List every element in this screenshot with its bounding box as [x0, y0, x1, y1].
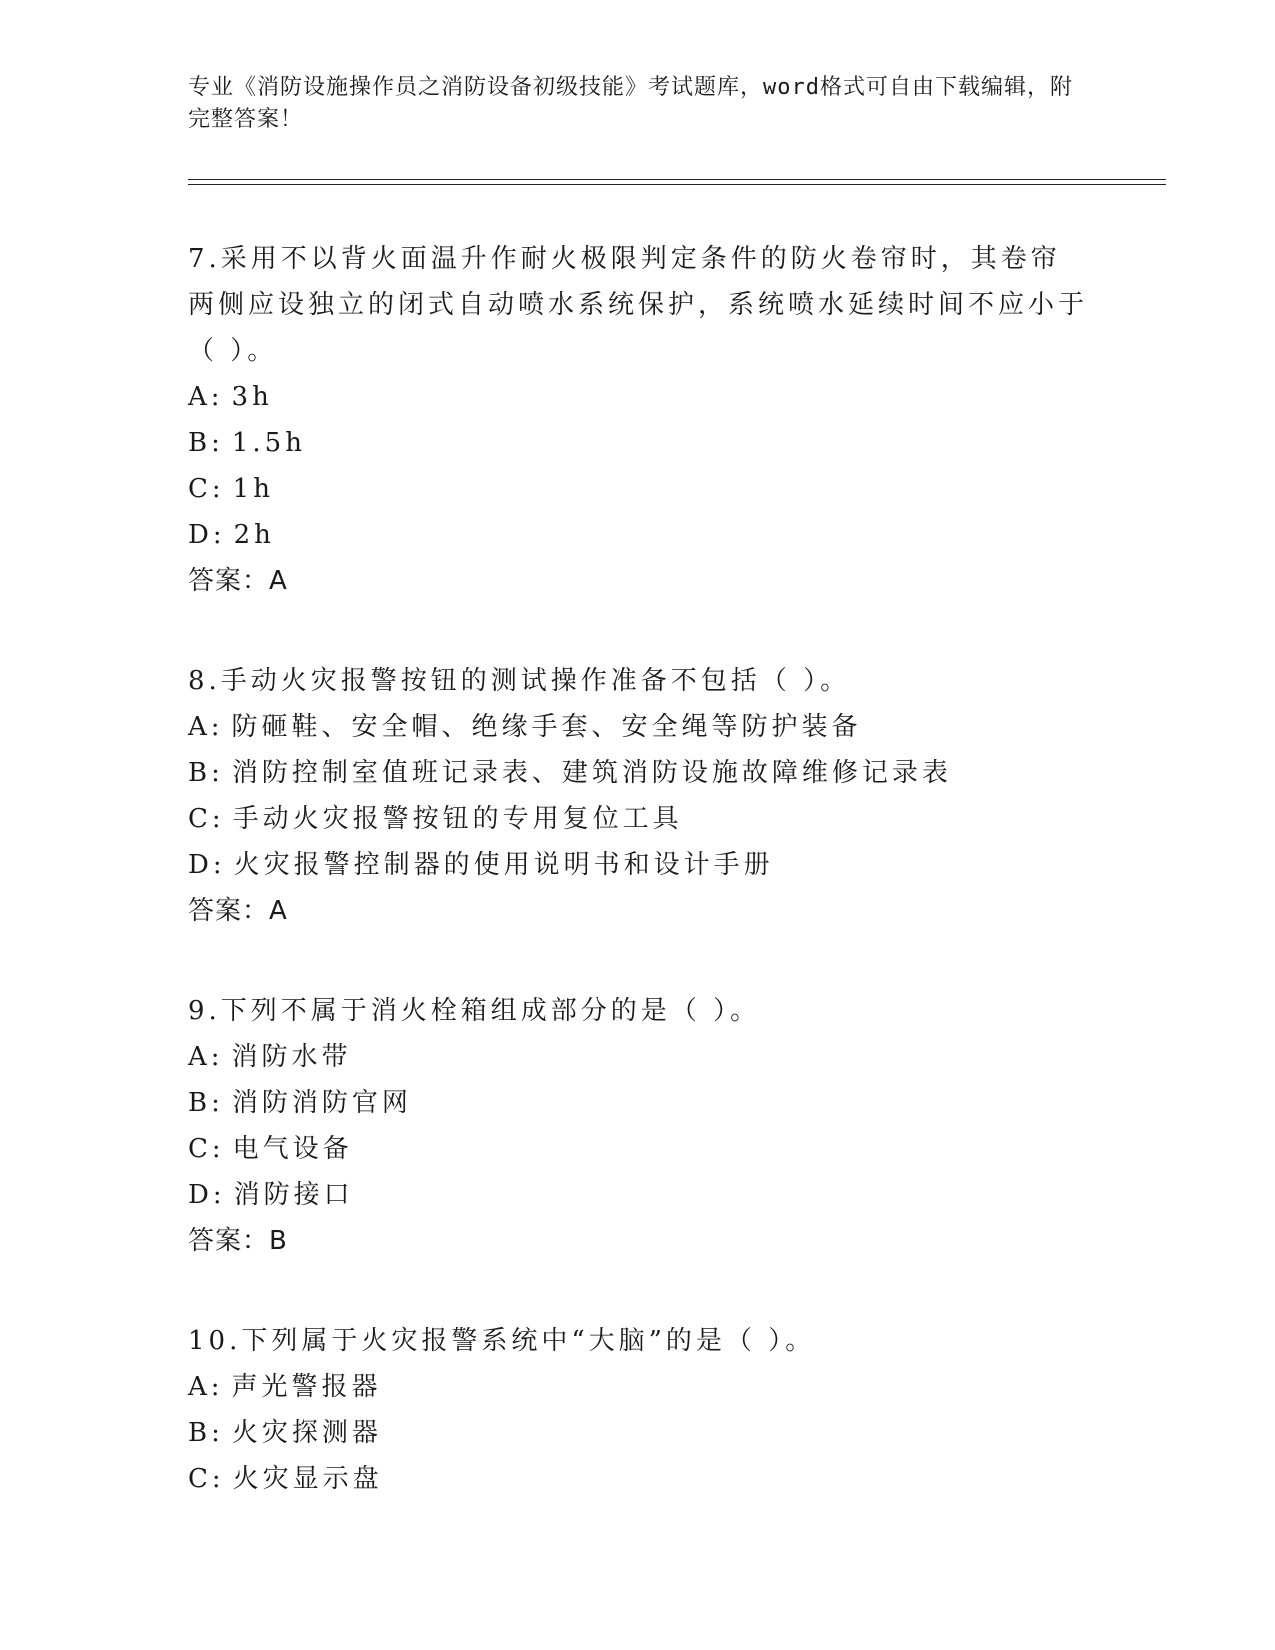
option-d: [188, 512, 1088, 558]
answer: 答案：B: [188, 1226, 288, 1256]
option-letter: B:: [188, 1418, 224, 1448]
option-text: 消防消防官网: [231, 1088, 412, 1118]
question-text: 7.采用不以背火面温升作耐火极限判定条件的防火卷帘时，其卷帘两侧应设独立的闭式自动喷水系统保护，系统喷水延续时间不应小于（ ）。: [188, 244, 1089, 366]
question-text: 8.手动火灾报警按钮的测试操作准备不包括（ ）。: [188, 666, 851, 696]
option-text: 消防水带: [231, 1042, 352, 1072]
option-text: 消防接口: [233, 1180, 354, 1210]
option-c: [188, 1456, 1088, 1502]
option-letter: C:: [188, 1134, 225, 1164]
option-letter: A:: [188, 1042, 224, 1072]
answer: 答案：A: [188, 566, 288, 596]
option-text: 消防控制室值班记录表、建筑消防设施故障维修记录表: [231, 758, 952, 788]
option-b: [188, 1410, 1088, 1456]
answer: 答案：A: [188, 896, 288, 926]
option-text: 火灾报警控制器的使用说明书和设计手册: [233, 850, 774, 880]
option-text: 声光警报器: [231, 1372, 382, 1402]
question-text: 9.下列不属于消火栓箱组成部分的是（ ）。: [188, 996, 761, 1026]
option-b: [188, 420, 1088, 466]
option-c: [188, 466, 1088, 512]
option-letter: B:: [188, 758, 224, 788]
option-text: 1h: [232, 474, 274, 504]
question-9: [188, 988, 1088, 1264]
option-letter: C:: [188, 804, 225, 834]
option-text: 火灾显示盘: [232, 1464, 383, 1494]
option-letter: A:: [188, 382, 224, 412]
option-text: 2h: [233, 520, 275, 550]
option-d: [188, 842, 1088, 888]
option-letter: A:: [188, 712, 224, 742]
question-10: [188, 1318, 1088, 1502]
option-text: 手动火灾报警按钮的专用复位工具: [232, 804, 683, 834]
option-text: 3h: [231, 382, 273, 412]
option-c: [188, 1126, 1088, 1172]
option-letter: C:: [188, 474, 225, 504]
option-text: 火灾探测器: [231, 1418, 382, 1448]
option-text: 电气设备: [232, 1134, 353, 1164]
question-text: 10.下列属于火灾报警系统中“大脑”的是（ ）。: [188, 1326, 816, 1356]
option-b: [188, 750, 1088, 796]
option-letter: A:: [188, 1372, 224, 1402]
option-c: [188, 796, 1088, 842]
option-a: [188, 1034, 1088, 1080]
header-divider-top: [188, 179, 1166, 180]
header-divider-bottom: [188, 184, 1166, 185]
option-letter: D:: [188, 850, 226, 880]
option-letter: B:: [188, 428, 224, 458]
option-text: 1.5h: [231, 428, 306, 458]
option-text: 防砸鞋、安全帽、绝缘手套、安全绳等防护装备: [231, 712, 862, 742]
option-a: [188, 1364, 1088, 1410]
option-d: [188, 1172, 1088, 1218]
option-letter: B:: [188, 1088, 224, 1118]
option-a: [188, 374, 1088, 420]
question-7: [188, 236, 1088, 604]
question-8: [188, 658, 1088, 934]
option-a: [188, 704, 1088, 750]
option-letter: D:: [188, 520, 226, 550]
question-list: [188, 236, 1088, 1556]
document-header: 专业《消防设施操作员之消防设备初级技能》考试题库，word格式可自由下载编辑，附完整答案！: [188, 75, 1073, 132]
option-b: [188, 1080, 1088, 1126]
option-letter: D:: [188, 1180, 226, 1210]
option-letter: C:: [188, 1464, 225, 1494]
